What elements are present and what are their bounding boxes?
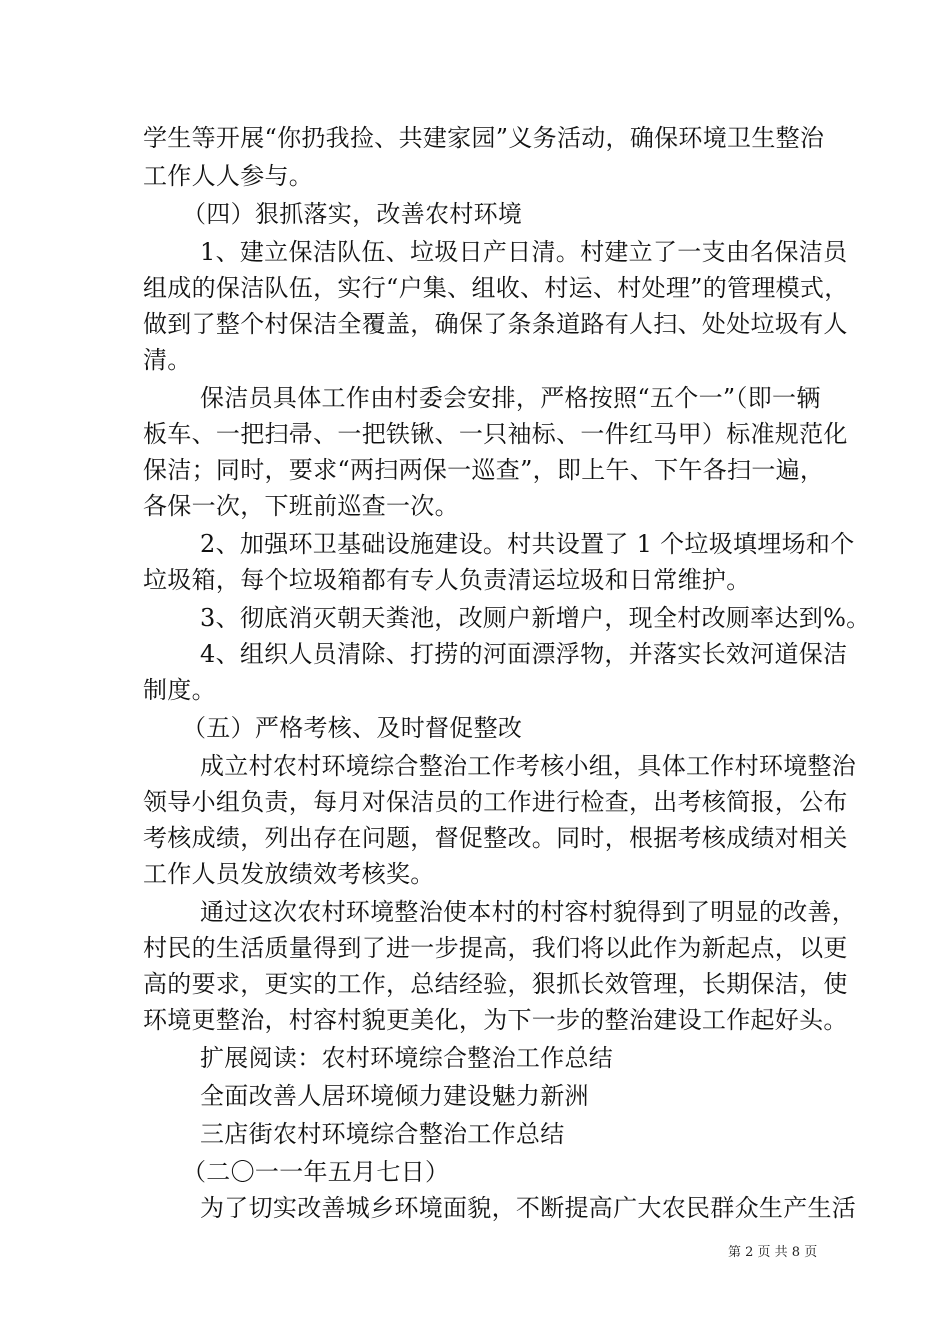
text-line-15: 4、组织人员清除、打捞的河面漂浮物，并落实长效河道保洁 (200, 640, 848, 668)
text-line-10: 保洁；同时，要求“两扫两保一巡查”，即上午、下午各扫一遍， (143, 456, 825, 484)
text-line-12: 2、加强环卫基础设施建设。村共设置了 1 个垃圾填埋场和个 (200, 530, 855, 558)
section-heading-5: （五）严格考核、及时督促整改 (182, 714, 523, 742)
text-line-8: 保洁员具体工作由村委会安排，严格按照“五个一”（即一辆 (200, 384, 821, 412)
text-line-11: 各保一次，下班前巡查一次。 (143, 492, 459, 520)
section-heading-4: （四）狠抓落实，改善农村环境 (182, 200, 523, 228)
page-number-footer: 第 2 页 共 8 页 (728, 1245, 818, 1260)
text-line-27: 全面改善人居环境倾力建设魅力新洲 (200, 1082, 589, 1110)
text-line-9: 板车、一把扫帚、一把铁锹、一只袖标、一件红马甲）标准规范化 (143, 420, 848, 448)
text-line-18: 成立村农村环境综合整治工作考核小组，具体工作村环境整治 (200, 752, 857, 780)
text-line-2: 工作人人参与。 (143, 162, 314, 190)
text-line-1: 学生等开展“你扔我捡、共建家园”义务活动，确保环境卫生整治 (143, 124, 825, 152)
extended-reading-title: 扩展阅读：农村环境综合整治工作总结 (200, 1044, 614, 1072)
text-line-19: 领导小组负责，每月对保洁员的工作进行检查，出考核简报，公布 (143, 788, 848, 816)
text-line-16: 制度。 (143, 676, 216, 704)
text-line-23: 村民的生活质量得到了进一步提高，我们将以此作为新起点，以更 (143, 934, 848, 962)
text-line-6: 做到了整个村保洁全覆盖，确保了条条道路有人扫、处处垃圾有人 (143, 310, 848, 338)
text-line-13: 垃圾箱，每个垃圾箱都有专人负责清运垃圾和日常维护。 (143, 566, 751, 594)
text-line-28: 三店街农村环境综合整治工作总结 (200, 1120, 565, 1148)
text-line-7: 清。 (143, 346, 192, 374)
text-line-4: 1、建立保洁队伍、垃圾日产日清。村建立了一支由名保洁员 (200, 238, 848, 266)
date-line: （二〇一一年五月七日） (182, 1158, 450, 1186)
text-line-25: 环境更整治，村容村貌更美化，为下一步的整治建设工作起好头。 (143, 1006, 848, 1034)
text-line-14: 3、彻底消灭朝天粪池，改厕户新增户，现全村改厕率达到%。 (200, 604, 871, 632)
text-line-20: 考核成绩，列出存在问题，督促整改。同时，根据考核成绩对相关 (143, 824, 848, 852)
text-line-5: 组成的保洁队伍，实行“户集、组收、村运、村处理”的管理模式， (143, 274, 849, 302)
text-line-22: 通过这次农村环境整治使本村的村容村貌得到了明显的改善， (200, 898, 857, 926)
text-line-24: 高的要求，更实的工作，总结经验，狠抓长效管理，长期保洁，使 (143, 970, 848, 998)
text-line-21: 工作人员发放绩效考核奖。 (143, 860, 435, 888)
text-line-30: 为了切实改善城乡环境面貌，不断提高广大农民群众生产生活 (200, 1194, 857, 1222)
